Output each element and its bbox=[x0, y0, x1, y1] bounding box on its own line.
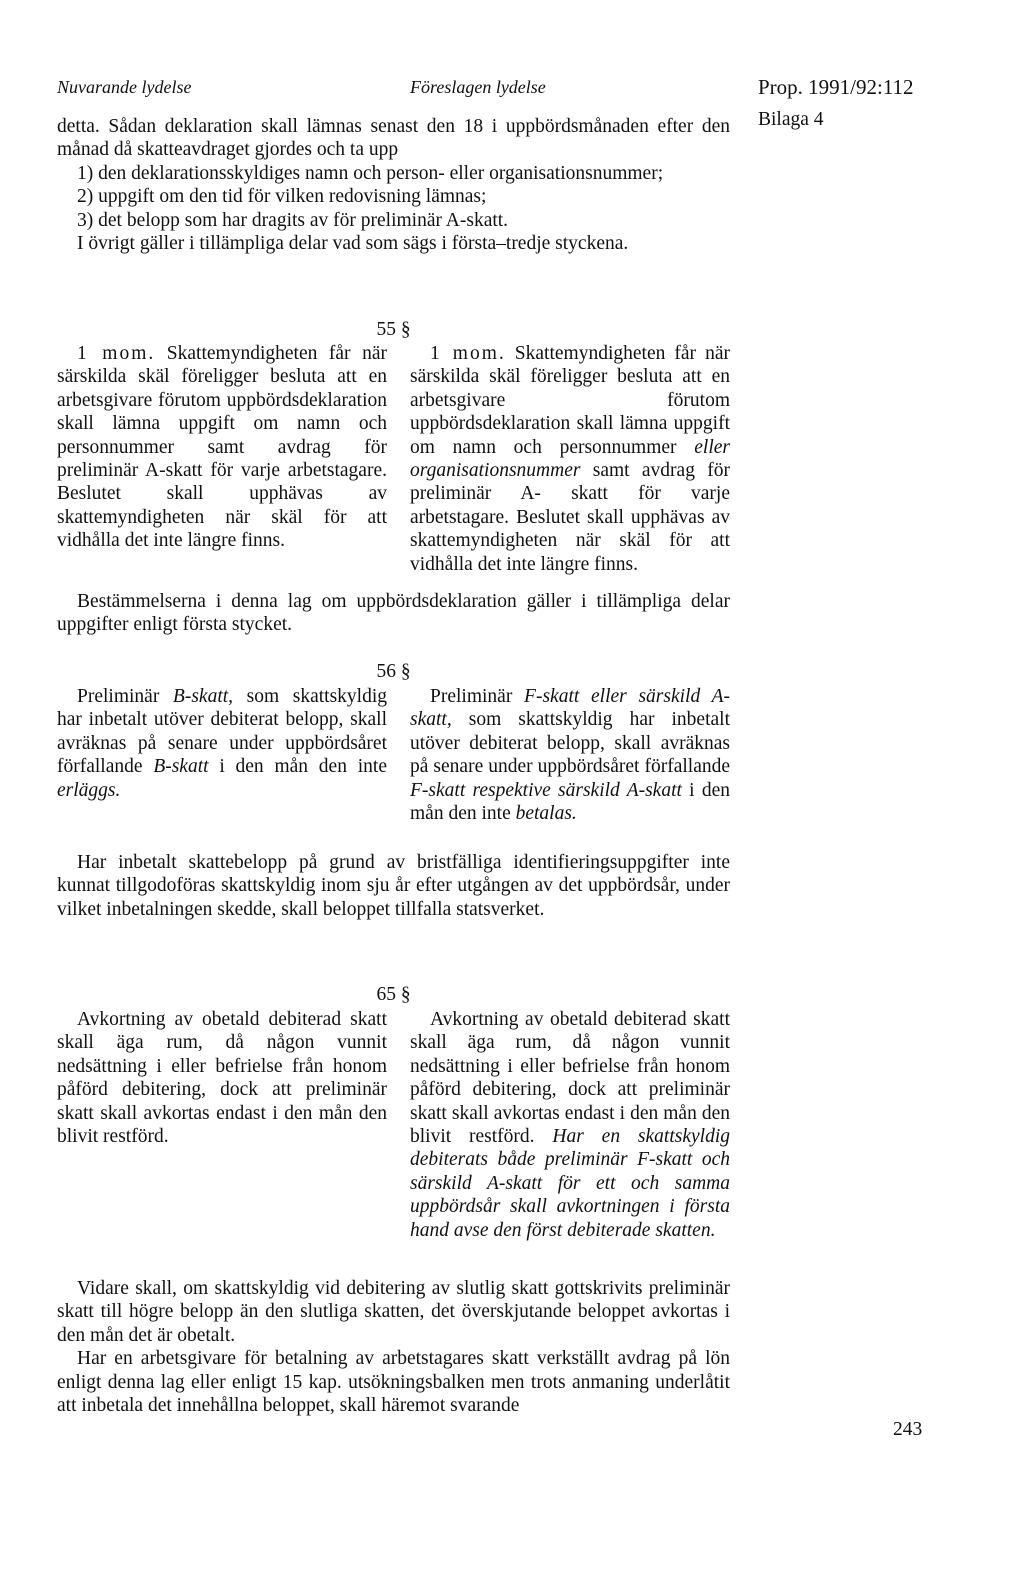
intro-item-2: 2) uppgift om den tid för vilken redovisning lämnas; bbox=[77, 186, 487, 208]
section-65-proposed: Avkortning av obetald debiterad skatt skall äga rum, då någon vunnit nedsättning i eller befrielse från honom påförd debitering, dock att preliminär skatt skall avkortas endast i den mån den blivit restförd. Har en skattskyldig debiterats både preliminär F-skatt och särskild A-skatt för ett och samma uppbördsår skall avkortningen i första hand avse den först debiterade skatten. bbox=[410, 1009, 730, 1241]
section-65-after-1: Vidare skall, om skattskyldig vid debitering av slutlig skatt gottskrivits preliminär skatt till högre belopp än den slutliga skatten, det överskjutande beloppet avkortas i den mån det är obetalt. bbox=[57, 1278, 730, 1346]
section-56-proposed: Preliminär F-skatt eller särskild A-skatt, som skattskyldig har inbetalt utöver debiterat belopp, skall avräknas på senare under uppbördsåret förfallande F-skatt respektive särskild A-skatt i den mån den inte betalas. bbox=[410, 686, 731, 825]
section-65-heading: 65 § bbox=[376, 984, 411, 1005]
section-55-proposed-text-b: samt avdrag för preliminär A- skatt för varje arbetstagare. Beslutet skall upphävas av skattemyndigheten när skäl för att vidhålla det inte längre finns. bbox=[410, 460, 730, 575]
intro-item-1: 1) den deklarationsskyldiges namn och person- eller organisationsnummer; bbox=[77, 162, 664, 184]
section-56-after: Har inbetalt skattebelopp på grund av bristfälliga identifieringsuppgifter inte kunnat tillgodoföras skattskyldig inom sju år efter utgången av det uppbördsår, under vilket inbetalningen skedde, skall beloppet tillfalla statsverket. bbox=[57, 852, 730, 920]
section-55-current-text: Skattemyndigheten får när särskilda skäl föreligger besluta att en arbetsgivare förutom uppbördsdeklaration skall lämna uppgift om namn och personnummer samt avdrag för preliminär A-skatt för varje arbetstagare. Beslutet skall upphävas av skattemyndigheten när skäl för att vidhålla det inte längre finns. bbox=[57, 343, 387, 552]
section-55-heading: 55 § bbox=[376, 319, 411, 340]
section-55-after: Bestämmelserna i denna lag om uppbördsdeklaration gäller i tillämpliga delar uppgifter enligt första stycket. bbox=[57, 591, 730, 636]
section-65-current: Avkortning av obetald debiterad skatt skall äga rum, då någon vunnit nedsättning i eller befrielse från honom påförd debitering, dock att preliminär skatt skall avkortas endast i den mån den blivit restförd. bbox=[57, 1009, 387, 1148]
mom-label: 1 mom. bbox=[77, 343, 156, 364]
section-55-current bbox=[57, 342, 387, 553]
section-65-after-2: Har en arbetsgivare för betalning av arbetstagares skatt verkställt avdrag på lön enligt denna lag eller enligt 15 kap. utsökningsbalken men trots anmaning underlåtit att inbetala det innehållna beloppet, skall häremot svarande bbox=[57, 1348, 730, 1417]
section-55-proposed-text-a: Skattemyndigheten får när särskilda skäl föreligger besluta att en arbetsgivare förutom uppbördsdeklaration skall lämna uppgift om namn och personnummer bbox=[410, 343, 730, 458]
prop-reference: Prop. 1991/92:112 bbox=[758, 75, 914, 99]
section-55-proposed bbox=[410, 342, 730, 576]
header-current-label: Nuvarande lydelse bbox=[57, 77, 192, 97]
section-65-after bbox=[57, 1277, 730, 1417]
section-56-heading: 56 § bbox=[376, 661, 411, 682]
mom-label: 1 mom. bbox=[430, 343, 506, 364]
intro-paragraph: detta. Sådan deklaration skall lämnas senast den 18 i uppbördsmånaden efter den månad då skatteavdraget gjordes och ta upp bbox=[57, 116, 730, 161]
bilaga-label: Bilaga 4 bbox=[758, 109, 824, 130]
header-proposed-label: Föreslagen lydelse bbox=[410, 77, 546, 97]
page-number: 243 bbox=[893, 1419, 923, 1440]
section-56-current: Preliminär B-skatt, som skattskyldig har inbetalt utöver debiterat belopp, skall avräknas på senare under uppbördsåret förfallande B-skatt i den mån den inte erläggs. bbox=[57, 686, 387, 801]
intro-item-3: 3) det belopp som har dragits av för preliminär A-skatt. bbox=[77, 209, 509, 231]
intro-paragraph-2: I övrigt gäller i tillämpliga delar vad som sägs i första–tredje styckena. bbox=[77, 233, 629, 255]
section-65-proposed-emphasis: Har en skattskyldig debiterats både preliminär F-skatt och särskild A-skatt för ett och samma uppbördsår skall avkortningen i första hand avse den först debiterade skatten. bbox=[410, 1126, 730, 1241]
intro-block bbox=[57, 115, 730, 255]
section-55-proposed-emphasis: eller organisationsnummer bbox=[410, 436, 730, 482]
